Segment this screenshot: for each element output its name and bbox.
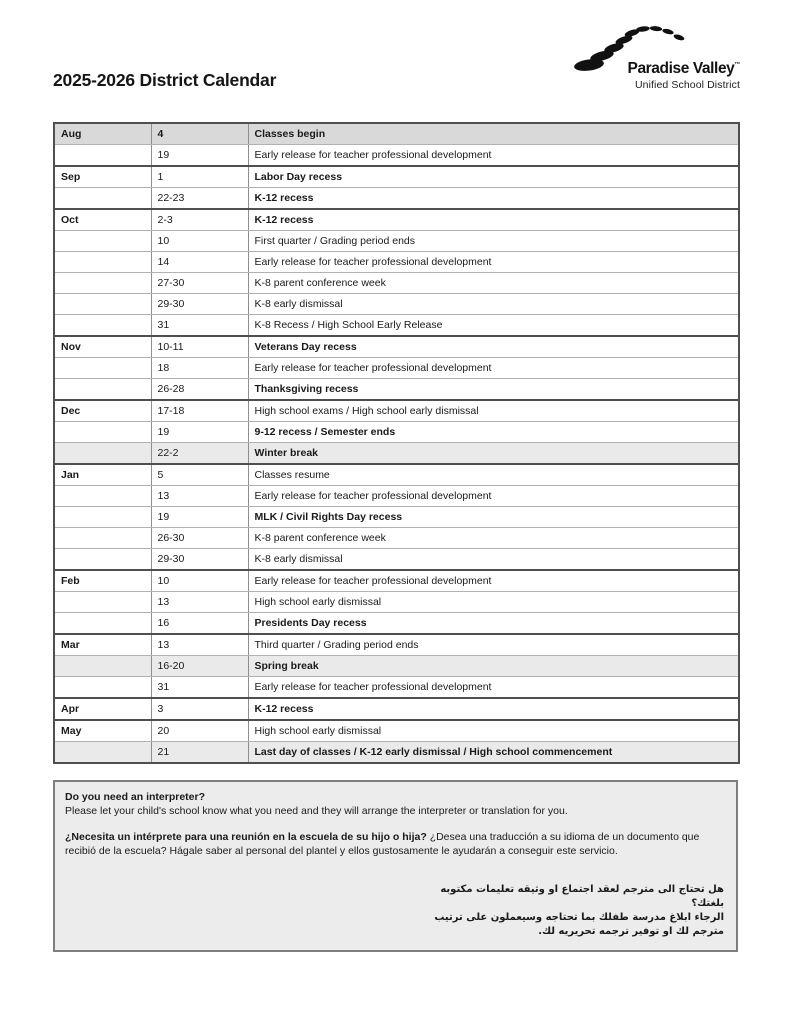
dates-cell: 13 — [151, 592, 248, 613]
month-cell — [54, 379, 151, 401]
month-cell — [54, 486, 151, 507]
dates-cell: 13 — [151, 634, 248, 656]
dates-cell: 10-11 — [151, 336, 248, 358]
event-cell: High school exams / High school early dismissal — [248, 400, 739, 422]
event-cell: Classes begin — [248, 123, 739, 145]
dates-cell: 10 — [151, 570, 248, 592]
dates-cell: 17-18 — [151, 400, 248, 422]
month-cell: Oct — [54, 209, 151, 231]
interpreter-lead-es: ¿Necesita un intérprete para una reunión en la escuela de su hijo o hija? — [65, 831, 427, 843]
document-header — [53, 0, 738, 122]
interpreter-text-ar — [65, 883, 726, 939]
month-cell — [54, 315, 151, 337]
event-cell: K-12 recess — [248, 188, 739, 210]
dates-cell: 22-2 — [151, 443, 248, 465]
month-cell — [54, 252, 151, 273]
calendar-table — [53, 122, 740, 764]
month-cell — [54, 294, 151, 315]
event-cell: K-8 parent conference week — [248, 528, 739, 549]
dates-cell: 31 — [151, 315, 248, 337]
calendar-row — [54, 698, 739, 720]
dates-cell: 3 — [151, 698, 248, 720]
calendar-row — [54, 570, 739, 592]
event-cell: Spring break — [248, 656, 739, 677]
month-cell: May — [54, 720, 151, 742]
interpreter-arabic-line: مترجم لك او توفير ترجمه تحريريه لك. — [538, 926, 724, 937]
interpreter-body-en: Please let your child's school know what you need and they will arrange the interpreter or translation for you. — [65, 804, 568, 817]
interpreter-body-es: ¿Desea una traducción a su idioma de un documento que recibió de la escuela? Hágale saber al personal del plantel y ellos gustosamente le ayudarán a conseguir este servicio. — [65, 831, 700, 857]
event-cell: Last day of classes / K-12 early dismissal / High school commencement — [248, 742, 739, 764]
month-cell — [54, 422, 151, 443]
dates-cell: 29-30 — [151, 294, 248, 315]
calendar-row — [54, 720, 739, 742]
calendar-row — [54, 742, 739, 764]
dates-cell: 16-20 — [151, 656, 248, 677]
dates-cell: 19 — [151, 422, 248, 443]
calendar-row — [54, 231, 739, 252]
logo-text — [628, 61, 741, 90]
dates-cell: 4 — [151, 123, 248, 145]
calendar-row — [54, 443, 739, 465]
calendar-row — [54, 166, 739, 188]
month-cell — [54, 507, 151, 528]
month-cell — [54, 549, 151, 571]
calendar-row — [54, 656, 739, 677]
event-cell: K-8 early dismissal — [248, 294, 739, 315]
dates-cell: 1 — [151, 166, 248, 188]
month-cell: Sep — [54, 166, 151, 188]
dates-cell: 16 — [151, 613, 248, 635]
dates-cell: 21 — [151, 742, 248, 764]
event-cell: Veterans Day recess — [248, 336, 739, 358]
page-title: 2025-2026 District Calendar — [53, 70, 277, 90]
interpreter-arabic-line: الرجاء ابلاغ مدرسة طفلك بما تحتاجه وسيعملون على ترتيب — [434, 912, 724, 923]
month-cell — [54, 613, 151, 635]
event-cell: K-8 Recess / High School Early Release — [248, 315, 739, 337]
month-cell — [54, 656, 151, 677]
calendar-row — [54, 422, 739, 443]
event-cell: K-8 parent conference week — [248, 273, 739, 294]
calendar-row — [54, 464, 739, 486]
event-cell: Early release for teacher professional development — [248, 145, 739, 167]
event-cell: First quarter / Grading period ends — [248, 231, 739, 252]
interpreter-title-en: Do you need an interpreter? — [65, 791, 206, 803]
interpreter-box — [53, 780, 738, 952]
month-cell — [54, 231, 151, 252]
calendar-row — [54, 273, 739, 294]
trademark-symbol: ™ — [734, 62, 740, 68]
dates-cell: 19 — [151, 507, 248, 528]
event-cell: Early release for teacher professional development — [248, 677, 739, 699]
calendar-row — [54, 188, 739, 210]
event-cell: Labor Day recess — [248, 166, 739, 188]
month-cell: Aug — [54, 123, 151, 145]
calendar-row — [54, 145, 739, 167]
calendar-row — [54, 486, 739, 507]
event-cell: Classes resume — [248, 464, 739, 486]
event-cell: 9-12 recess / Semester ends — [248, 422, 739, 443]
dates-cell: 20 — [151, 720, 248, 742]
month-cell: Mar — [54, 634, 151, 656]
month-cell: Jan — [54, 464, 151, 486]
dates-cell: 10 — [151, 231, 248, 252]
dates-cell: 26-28 — [151, 379, 248, 401]
event-cell: Winter break — [248, 443, 739, 465]
interpreter-arabic-line: هل تحتاج الى مترجم لعقد اجتماع او وثيقه تعليمات مكتوبه — [440, 884, 724, 895]
calendar-row — [54, 634, 739, 656]
event-cell: High school early dismissal — [248, 592, 739, 613]
dates-cell: 26-30 — [151, 528, 248, 549]
dates-cell: 27-30 — [151, 273, 248, 294]
calendar-row — [54, 123, 739, 145]
event-cell: K-12 recess — [248, 698, 739, 720]
event-cell: Presidents Day recess — [248, 613, 739, 635]
month-cell — [54, 145, 151, 167]
calendar-row — [54, 315, 739, 337]
dates-cell: 29-30 — [151, 549, 248, 571]
calendar-row — [54, 379, 739, 401]
logo-name — [628, 61, 741, 77]
calendar-row — [54, 336, 739, 358]
calendar-row — [54, 528, 739, 549]
dates-cell: 31 — [151, 677, 248, 699]
dates-cell: 5 — [151, 464, 248, 486]
dates-cell: 19 — [151, 145, 248, 167]
month-cell — [54, 273, 151, 294]
calendar-row — [54, 677, 739, 699]
month-cell: Feb — [54, 570, 151, 592]
calendar-row — [54, 549, 739, 571]
event-cell: K-8 early dismissal — [248, 549, 739, 571]
event-cell: Early release for teacher professional development — [248, 252, 739, 273]
event-cell: Thanksgiving recess — [248, 379, 739, 401]
calendar-table-body — [54, 123, 739, 763]
interpreter-arabic-line: بلغتك؟ — [691, 898, 724, 909]
event-cell: Early release for teacher professional development — [248, 358, 739, 379]
month-cell — [54, 188, 151, 210]
event-cell: MLK / Civil Rights Day recess — [248, 507, 739, 528]
dates-cell: 22-23 — [151, 188, 248, 210]
district-logo — [571, 26, 740, 90]
month-cell — [54, 358, 151, 379]
month-cell — [54, 677, 151, 699]
calendar-row — [54, 613, 739, 635]
month-cell: Nov — [54, 336, 151, 358]
dates-cell: 2-3 — [151, 209, 248, 231]
month-cell: Dec — [54, 400, 151, 422]
event-cell: Early release for teacher professional development — [248, 486, 739, 507]
calendar-row — [54, 209, 739, 231]
dates-cell: 13 — [151, 486, 248, 507]
month-cell — [54, 528, 151, 549]
month-cell — [54, 443, 151, 465]
calendar-row — [54, 358, 739, 379]
event-cell: K-12 recess — [248, 209, 739, 231]
interpreter-text-es — [65, 831, 726, 858]
month-cell: Apr — [54, 698, 151, 720]
calendar-row — [54, 252, 739, 273]
logo-subtitle: Unified School District — [634, 78, 740, 91]
event-cell: High school early dismissal — [248, 720, 739, 742]
month-cell — [54, 742, 151, 764]
event-cell: Third quarter / Grading period ends — [248, 634, 739, 656]
calendar-row — [54, 507, 739, 528]
calendar-row — [54, 294, 739, 315]
month-cell — [54, 592, 151, 613]
event-cell: Early release for teacher professional development — [248, 570, 739, 592]
calendar-row — [54, 592, 739, 613]
dates-cell: 14 — [151, 252, 248, 273]
dates-cell: 18 — [151, 358, 248, 379]
calendar-row — [54, 400, 739, 422]
logo-name-label: Paradise Valley — [627, 60, 735, 77]
